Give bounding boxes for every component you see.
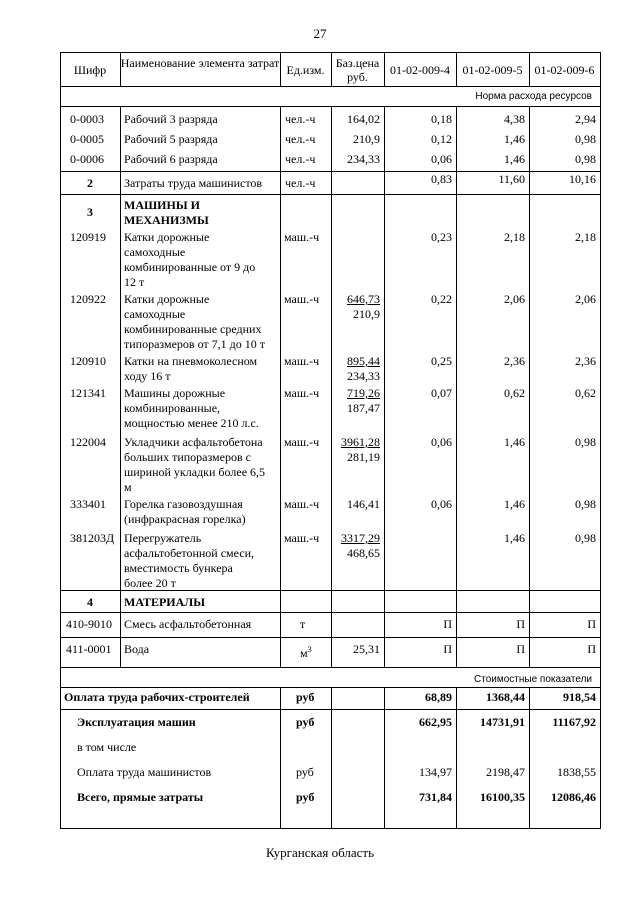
total-value-3: 11167,92 xyxy=(552,715,596,729)
material-value-3: П xyxy=(587,617,596,631)
header-unit: Ед.изм. xyxy=(286,63,325,77)
machine-value-2: 2,18 xyxy=(504,230,525,244)
section-2-code: 2 xyxy=(87,176,93,190)
machine-name-line: Перегружатель xyxy=(124,531,202,545)
machine-name-line: комбинированные от 9 до xyxy=(124,260,256,274)
machine-value-3: 0,62 xyxy=(575,386,596,400)
header-col-2: 01-02-009-5 xyxy=(462,63,523,77)
machine-name-line: самоходные xyxy=(124,307,186,321)
material-name: Вода xyxy=(124,642,150,656)
material-code: 410-9010 xyxy=(66,617,112,631)
machine-price-old: 719,26 xyxy=(347,386,380,400)
labor-name: Рабочий 5 разряда xyxy=(124,132,218,146)
material-value-1: П xyxy=(443,642,452,656)
row-separator xyxy=(60,667,600,668)
machine-value-2: 2,36 xyxy=(504,354,525,368)
machine-unit: маш.-ч xyxy=(284,435,320,449)
total-name: Эксплуатация машин xyxy=(77,715,196,729)
total-value-1: 134,97 xyxy=(419,765,452,779)
labor-value-2: 1,46 xyxy=(504,152,525,166)
machine-value-3: 2,18 xyxy=(575,230,596,244)
total-value-2: 1368,44 xyxy=(486,690,525,704)
labor-code: 0-0003 xyxy=(70,112,104,126)
section-2-value-2: 11,60 xyxy=(498,172,525,186)
labor-unit: чел.-ч xyxy=(285,152,316,166)
machine-name-line: комбинированные средних xyxy=(124,322,262,336)
labor-unit: чел.-ч xyxy=(285,112,316,126)
machine-value-2: 1,46 xyxy=(504,531,525,545)
total-value-1: 662,95 xyxy=(419,715,452,729)
material-unit: т xyxy=(300,617,306,631)
machine-code: 120922 xyxy=(70,292,106,306)
machine-value-1: 0,06 xyxy=(431,497,452,511)
machine-value-2: 0,62 xyxy=(504,386,525,400)
machine-value-3: 2,06 xyxy=(575,292,596,306)
table-top-border xyxy=(60,52,600,53)
row-separator xyxy=(60,194,600,195)
total-name: Оплата труда рабочих-строителей xyxy=(64,690,250,704)
machine-value-3: 0,98 xyxy=(575,531,596,545)
section-2-name: Затраты труда машинистов xyxy=(124,176,263,190)
labor-unit: чел.-ч xyxy=(285,132,316,146)
total-value-1: 68,89 xyxy=(425,690,452,704)
machine-value-3: 0,98 xyxy=(575,435,596,449)
section-4-title: МАТЕРИАЛЫ xyxy=(124,595,205,609)
section-4-code: 4 xyxy=(87,595,93,609)
machine-unit: маш.-ч xyxy=(284,292,320,306)
labor-name: Рабочий 3 разряда xyxy=(124,112,218,126)
row-separator xyxy=(60,612,600,613)
machine-name-line: Горелка газовоздушная xyxy=(124,497,243,511)
total-unit: руб xyxy=(296,690,315,704)
machine-value-1: 0,06 xyxy=(431,435,452,449)
material-value-3: П xyxy=(587,642,596,656)
labor-value-3: 0,98 xyxy=(575,132,596,146)
norm-label: Норма расхода ресурсов xyxy=(475,91,592,102)
total-value-3: 1838,55 xyxy=(557,765,596,779)
machine-code: 120910 xyxy=(70,354,106,368)
machine-price: 468,65 xyxy=(347,546,380,560)
labor-code: 0-0006 xyxy=(70,152,104,166)
row-separator xyxy=(60,687,600,688)
labor-price: 210,9 xyxy=(353,132,380,146)
machine-name-line: ходу 16 т xyxy=(124,369,171,383)
machine-value-3: 0,98 xyxy=(575,497,596,511)
total-unit: руб xyxy=(296,790,315,804)
machine-value-1: 0,07 xyxy=(431,386,452,400)
machine-code: 120919 xyxy=(70,230,106,244)
machine-price-old: 646,73 xyxy=(347,292,380,306)
total-value-3: 918,54 xyxy=(563,690,596,704)
machine-name-line: комбинированные, xyxy=(124,401,221,415)
header-col-1: 01-02-009-4 xyxy=(390,63,450,77)
machine-price: 234,33 xyxy=(347,369,380,383)
labor-value-1: 0,12 xyxy=(431,132,452,146)
machine-value-1: 0,23 xyxy=(431,230,452,244)
table-left-border xyxy=(60,52,61,828)
section-2-value-3: 10,16 xyxy=(569,172,596,186)
machine-value-2: 1,46 xyxy=(504,435,525,449)
machine-unit: маш.-ч xyxy=(284,531,320,545)
total-name: в том числе xyxy=(77,740,137,754)
labor-value-2: 4,38 xyxy=(504,112,525,126)
row-separator xyxy=(60,590,600,591)
footer-region: Курганская область xyxy=(265,845,375,860)
cost-label: Стоимостные показатели xyxy=(474,674,592,685)
machine-name-line: Машины дорожные xyxy=(124,386,226,400)
header-name: Наименование элемента затрат xyxy=(120,56,280,70)
material-value-2: П xyxy=(516,617,525,631)
total-value-2: 16100,35 xyxy=(480,790,525,804)
machine-price: 187,47 xyxy=(347,401,380,415)
section-3-code: 3 xyxy=(87,205,93,219)
total-value-2: 2198,47 xyxy=(486,765,525,779)
labor-price: 234,33 xyxy=(347,152,380,166)
row-separator xyxy=(60,709,600,710)
column-rule xyxy=(120,106,121,667)
total-name: Всего, прямые затраты xyxy=(77,790,204,804)
machine-unit: маш.-ч xyxy=(284,386,320,400)
machine-name-line: 12 т xyxy=(124,275,145,289)
machine-price: 146,41 xyxy=(347,497,380,511)
page-number: 27 xyxy=(313,26,327,41)
material-unit-superscript: 3 xyxy=(307,645,312,654)
machine-name-line: Катки на пневмоколесном xyxy=(124,354,258,368)
section-2-value-1: 0,83 xyxy=(431,172,452,186)
machine-unit: маш.-ч xyxy=(284,354,320,368)
machine-name-line: мощностью менее 210 л.с. xyxy=(124,416,259,430)
section-3-title: МАШИНЫ И xyxy=(124,198,200,212)
machine-code: 381203Д xyxy=(70,531,115,545)
table-bottom-border xyxy=(60,828,601,829)
material-price: 25,31 xyxy=(353,642,380,656)
machine-price-old: 3317,29 xyxy=(341,531,380,545)
total-value-1: 731,84 xyxy=(419,790,452,804)
machine-value-1: 0,25 xyxy=(431,354,452,368)
total-value-3: 12086,46 xyxy=(551,790,596,804)
row-separator xyxy=(60,106,600,107)
machine-value-2: 1,46 xyxy=(504,497,525,511)
labor-value-1: 0,06 xyxy=(431,152,452,166)
labor-value-3: 2,94 xyxy=(575,112,596,126)
section-2-unit: чел.-ч xyxy=(285,176,316,190)
table-right-border xyxy=(600,52,601,828)
row-separator xyxy=(60,86,600,87)
labor-value-2: 1,46 xyxy=(504,132,525,146)
machine-code: 122004 xyxy=(70,435,106,449)
machine-name-line: Катки дорожные xyxy=(124,230,210,244)
machine-unit: маш.-ч xyxy=(284,497,320,511)
header-code: Шифр xyxy=(73,63,107,77)
labor-code: 0-0005 xyxy=(70,132,104,146)
machine-name-line: асфальтобетонной смеси, xyxy=(124,546,255,560)
machine-unit: маш.-ч xyxy=(284,230,320,244)
labor-price: 164,02 xyxy=(347,112,380,126)
material-value-1: П xyxy=(443,617,452,631)
machine-value-2: 2,06 xyxy=(504,292,525,306)
machine-name-line: самоходные xyxy=(124,245,186,259)
machine-name-line: (инфракрасная горелка) xyxy=(124,512,246,526)
header-price: Баз.цена руб. xyxy=(335,56,380,84)
machine-name-line: типоразмеров от 7,1 до 10 т xyxy=(124,337,266,351)
material-name: Смесь асфальтобетонная xyxy=(124,617,252,631)
material-code: 411-0001 xyxy=(66,642,112,656)
total-unit: руб xyxy=(296,715,315,729)
material-value-2: П xyxy=(516,642,525,656)
machine-value-1: 0,22 xyxy=(431,292,452,306)
labor-value-1: 0,18 xyxy=(431,112,452,126)
machine-name-line: более 20 т xyxy=(124,576,176,590)
machine-price: 210,9 xyxy=(353,307,380,321)
machine-price-old: 895,44 xyxy=(347,354,380,368)
total-name: Оплата труда машинистов xyxy=(77,765,212,779)
column-rule xyxy=(280,106,281,667)
total-unit: руб xyxy=(296,765,314,779)
machine-price-old: 3961,28 xyxy=(341,435,380,449)
material-unit: $м^3$ xyxy=(300,645,312,660)
machine-name-line: вместимость бункера xyxy=(124,561,233,575)
machine-name-line: Катки дорожные xyxy=(124,292,210,306)
machine-name-line: больших типоразмеров с xyxy=(124,450,251,464)
machine-name-line: шириной укладки более 6,5 xyxy=(124,465,266,479)
machine-price: 281,19 xyxy=(347,450,380,464)
machine-code: 333401 xyxy=(70,497,106,511)
section-3-title: МЕХАНИЗМЫ xyxy=(124,213,209,227)
header-col-3: 01-02-009-6 xyxy=(534,63,595,77)
labor-name: Рабочий 6 разряда xyxy=(124,152,218,166)
machine-name-line: Укладчики асфальтобетона xyxy=(124,435,263,449)
machine-value-3: 2,36 xyxy=(575,354,596,368)
total-value-2: 14731,91 xyxy=(480,715,525,729)
row-separator xyxy=(60,637,600,638)
machine-name-line: м xyxy=(124,480,132,494)
machine-code: 121341 xyxy=(70,386,106,400)
labor-value-3: 0,98 xyxy=(575,152,596,166)
